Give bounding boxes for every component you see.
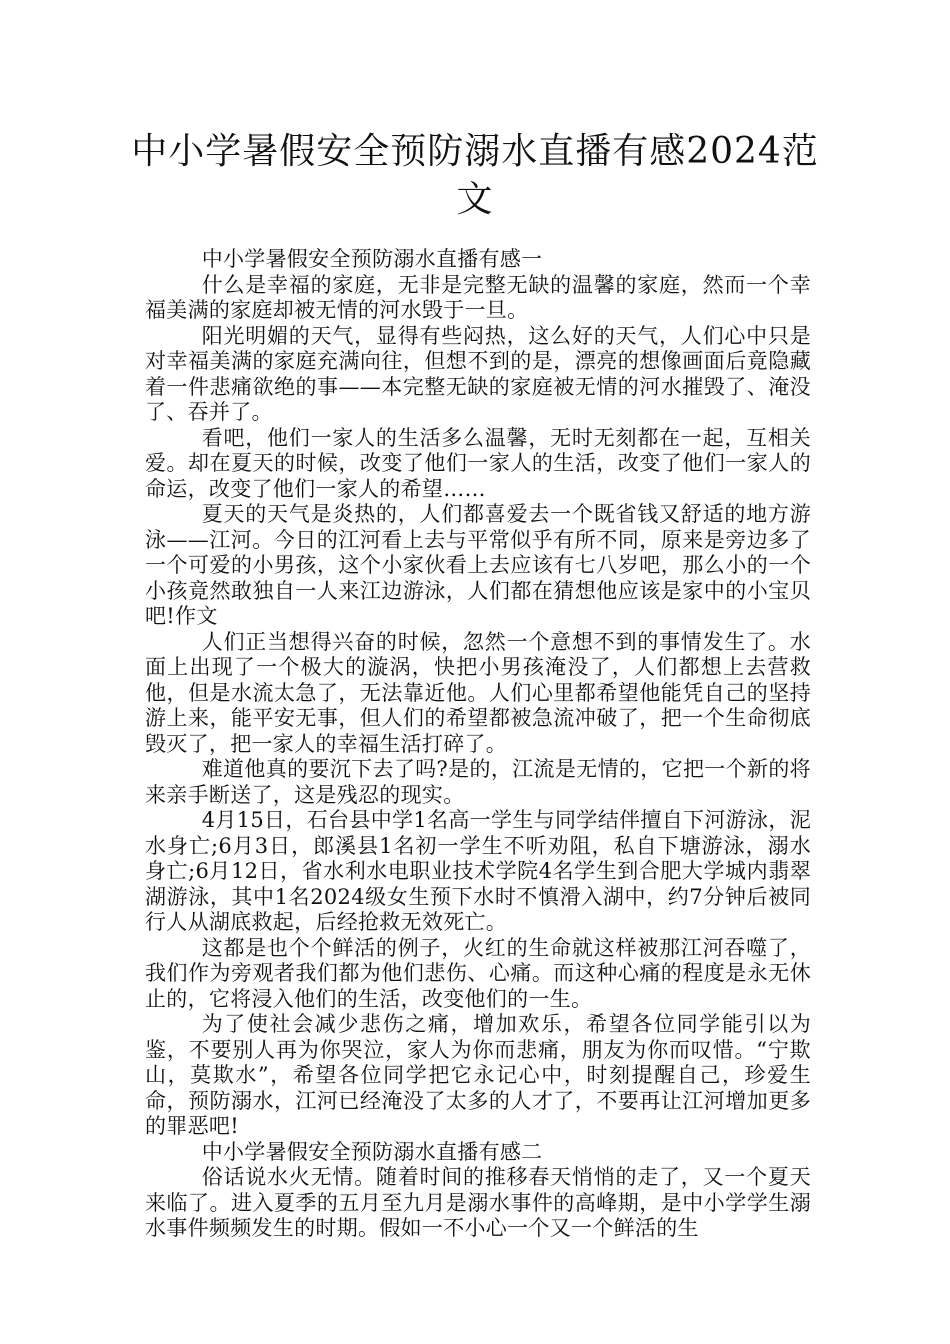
- paragraph: 什么是幸福的家庭，无非是完整无缺的温馨的家庭，然而一个幸福美满的家庭却被无情的河水毁于一旦。: [145, 272, 811, 322]
- paragraph: 俗话说水火无情。随着时间的推移春天悄悄的走了，又一个夏天来临了。进入夏季的五月至九月是溺水事件的高峰期，是中小学学生溺水事件频频发生的时期。假如一不小心一个又一个鲜活的生: [145, 1165, 811, 1240]
- document-title: 中小学暑假安全预防溺水直播有感2024范文: [131, 131, 819, 220]
- paragraph: 难道他真的要沉下去了吗?是的，江流是无情的，它把一个新的将来亲手断送了，这是残忍的现实。: [145, 757, 811, 807]
- paragraph: 阳光明媚的天气，显得有些闷热，这么好的天气，人们心中只是对幸福美满的家庭充满向往，但想不到的是，漂亮的想像画面后竟隐藏着一件悲痛欲绝的事——本完整无缺的家庭被无情的河水摧毁了、淹没了、吞并了。: [145, 323, 811, 424]
- paragraph: 这都是也个个鲜活的例子，火红的生命就这样被那江河吞噬了，我们作为旁观者我们都为他们悲伤、心痛。而这种心痛的程度是永无休止的，它将浸入他们的生活，改变他们的一生。: [145, 935, 811, 1011]
- paragraph: 4月15日，石台县中学1名高一学生与同学结伴擅自下河游泳，泥水身亡;6月3日，郎溪县1名初一学生不听劝阻，私自下塘游泳，溺水身亡;6月12日，省水利水电职业技术学院4名学生到合肥大学城内翡翠湖游泳，其中1名2024级女生预下水时不慎滑入湖中，约7分钟后被同行人从湖底救起，后经抢救无效死亡。: [145, 808, 811, 934]
- section-1: [145, 247, 811, 1140]
- section-heading: 中小学暑假安全预防溺水直播有感一: [201, 247, 543, 271]
- section-heading: 中小学暑假安全预防溺水直播有感二: [201, 1139, 543, 1164]
- paragraph: 人们正当想得兴奋的时候，忽然一个意想不到的事情发生了。水面上出现了一个极大的漩涡，快把小男孩淹没了，人们都想上去营救他，但是水流太急了，无法靠近他。人们心里都希望他能凭自己的坚持游上来，能平安无事，但人们的希望都被急流冲破了，把一个生命彻底毁灭了，把一家人的幸福生活打碎了。: [145, 629, 811, 756]
- paragraph: 为了使社会减少悲伤之痛，增加欢乐，希望各位同学能引以为鉴，不要别人再为你哭泣，家人为你而悲痛，朋友为你而叹惜。“宁欺山，莫欺水”，希望各位同学把它永记心中，时刻提醒自己，珍爱生命，预防溺水，江河已经淹没了太多的人才了，不要再让江河增加更多的罪恶吧!: [145, 1012, 811, 1138]
- document-body: [145, 247, 811, 1242]
- paragraph: 夏天的天气是炎热的，人们都喜爱去一个既省钱又舒适的地方游泳——江河。今日的江河看上去与平常似乎有所不同，原来是旁边多了一个可爱的小男孩，这个小家伙看上去应该有七八岁吧，那么小的一个小孩竟然敢独自一人来江边游泳，人们都在猜想他应该是家中的小宝贝吧!作文: [145, 502, 811, 628]
- section-2: [145, 1140, 811, 1242]
- paragraph: 看吧，他们一家人的生活多么温馨，无时无刻都在一起，互相关爱。却在夏天的时候，改变了他们一家人的生活，改变了他们一家人的命运，改变了他们一家人的希望……: [145, 425, 811, 501]
